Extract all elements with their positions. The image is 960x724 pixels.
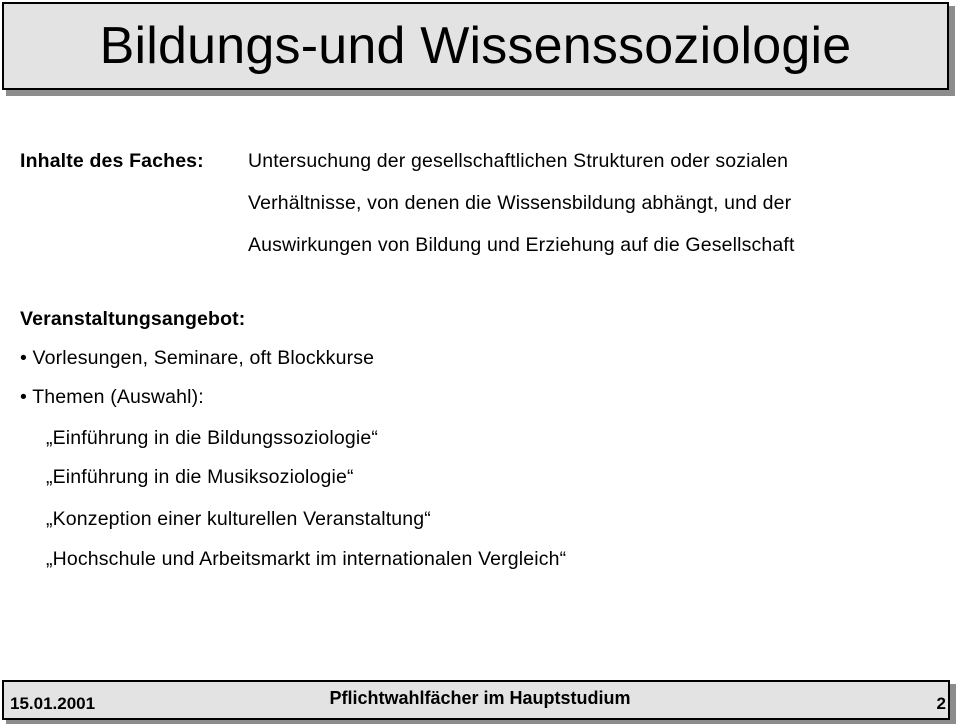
footer-date: 15.01.2001 [10,694,96,713]
inhalte-line: Verhältnisse, von denen die Wissensbildung abhängt, und der [248,192,792,214]
bullet-item: • Themen (Auswahl): [20,386,204,408]
inhalte-label: Inhalte des Faches: [20,150,204,172]
inhalte-line: Untersuchung der gesellschaftlichen Strukturen oder sozialen [248,150,789,172]
theme-item: „Einführung in die Musiksoziologie“ [46,466,354,488]
slide-title: Bildungs-und Wissenssoziologie [99,17,852,75]
title-box [2,2,949,90]
footer-title: Pflichtwahlfächer im Hauptstudium [329,688,631,708]
inhalte-line: Auswirkungen von Bildung und Erziehung auf die Gesellschaft [248,234,795,256]
theme-item: „Einführung in die Bildungssoziologie“ [46,427,378,449]
page-number: 2 [936,694,946,713]
theme-item: „Hochschule und Arbeitsmarkt im internationalen Vergleich“ [46,548,567,570]
bullet-item: • Vorlesungen, Seminare, oft Blockkurse [20,347,375,369]
theme-item: „Konzeption einer kulturellen Veranstaltung“ [46,508,431,530]
angebot-heading: Veranstaltungsangebot: [20,308,246,330]
